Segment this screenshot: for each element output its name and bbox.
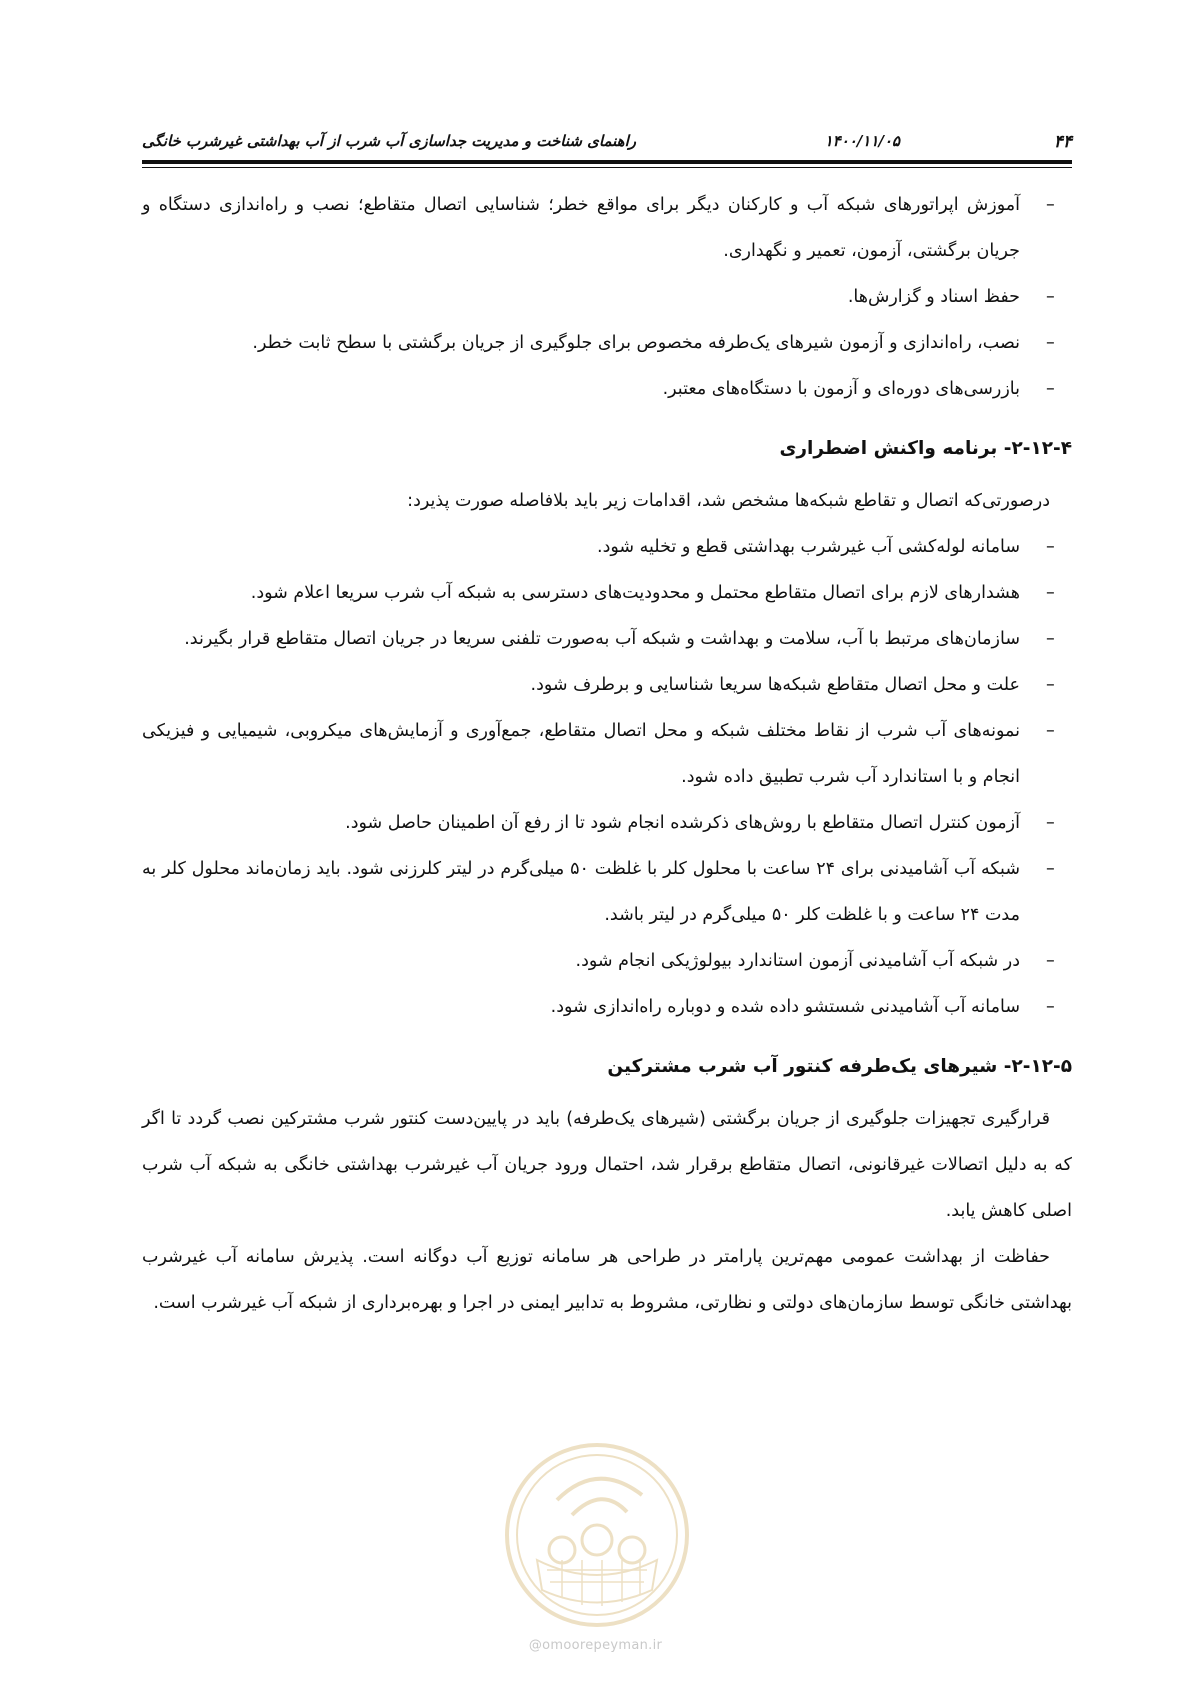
page-content: [142, 182, 1072, 1326]
list-item: – سامانه لوله‌کشی آب غیرشرب بهداشتی قطع و تخلیه شود.: [142, 524, 1072, 570]
watermark-url: @omoorepeyman.ir: [528, 1638, 663, 1653]
list-item: – علت و محل اتصال متقاطع شبکه‌ها سریعا شناسایی و برطرف شود.: [142, 662, 1072, 708]
list-item: – نمونه‌های آب شرب از نقاط مختلف شبکه و محل اتصال متقاطع، جمع‌آوری و آزمایش‌های میکروبی، شیمیایی و فیزیکی انجام و با استاندارد آب شرب تطبیق داده شود.: [142, 708, 1072, 800]
seal-icon: [502, 1440, 692, 1630]
header-date: ۱۴۰۰/۱۱/۰۵: [824, 132, 900, 150]
list-item: – در شبکه آب آشامیدنی آزمون استاندارد بیولوژیکی انجام شود.: [142, 938, 1072, 984]
list-item: – حفظ اسناد و گزارش‌ها.: [142, 274, 1072, 320]
list-item: – آموزش اپراتورهای شبکه آب و کارکنان دیگر برای مواقع خطر؛ شناسایی اتصال متقاطع؛ نصب و راه‌اندازی دستگاه و جریان برگشتی، آزمون، تعمیر و نگهداری.: [142, 182, 1072, 274]
section-heading-check-valves: ۲-۱۲-۵- شیرهای یک‌طرفه کنتور آب شرب مشترکین: [607, 1056, 1072, 1077]
paragraph: قرارگیری تجهیزات جلوگیری از جریان برگشتی (شیرهای یک‌طرفه) باید در پایین‌دست کنتور شرب مشترکین نصب گردد تا اگر که به دلیل اتصالات غیرقانونی، اتصال متقاطع برقرار شد، احتمال ورود جریان آب غیرشرب بهداشتی خانگی به شبکه آب شرب اصلی کاهش یابد.: [142, 1109, 1072, 1221]
header-rule-thin: [142, 167, 1072, 168]
list-item: – نصب، راه‌اندازی و آزمون شیرهای یک‌طرفه مخصوص برای جلوگیری از جریان برگشتی با سطح ثابت خطر.: [142, 320, 1072, 366]
page-number: ۴۴: [1053, 132, 1072, 152]
watermark-logo: [502, 1440, 692, 1630]
emergency-bullet-list: [142, 524, 1072, 1030]
list-item: – بازرسی‌های دوره‌ای و آزمون با دستگاه‌های معتبر.: [142, 366, 1072, 412]
list-item: – آزمون کنترل اتصال متقاطع با روش‌های ذکرشده انجام شود تا از رفع آن اطمینان حاصل شود.: [142, 800, 1072, 846]
section-intro: درصورتی‌که اتصال و تقاطع شبکه‌ها مشخص شد، اقدامات زیر باید بلافاصله صورت پذیرد:: [407, 491, 1050, 511]
page-header: [142, 128, 1072, 158]
section-heading-emergency: ۲-۱۲-۴- برنامه واکنش اضطراری: [779, 438, 1072, 459]
list-item: – سامانه آب آشامیدنی شستشو داده شده و دوباره راه‌اندازی شود.: [142, 984, 1072, 1030]
list-item: – سازمان‌های مرتبط با آب، سلامت و بهداشت و شبکه آب به‌صورت تلفنی سریعا در جریان اتصال متقاطع قرار بگیرند.: [142, 616, 1072, 662]
header-rule-thick: [142, 160, 1072, 164]
list-item: – هشدارهای لازم برای اتصال متقاطع محتمل و محدودیت‌های دسترسی به شبکه آب شرب سریعا اعلام شود.: [142, 570, 1072, 616]
paragraph: حفاظت از بهداشت عمومی مهم‌ترین پارامتر در طراحی هر سامانه توزیع آب دوگانه است. پذیرش سامانه آب غیرشرب بهداشتی خانگی توسط سازمان‌های دولتی و نظارتی، مشروط به تدابیر ایمنی در اجرا و بهره‌برداری از شبکه آب غیرشرب است.: [142, 1247, 1072, 1313]
top-bullet-list: [142, 182, 1072, 412]
list-item: – شبکه آب آشامیدنی برای ۲۴ ساعت با محلول کلر با غلظت ۵۰ میلی‌گرم در لیتر کلرزنی شود. باید زمان‌ماند محلول کلر به مدت ۲۴ ساعت و با غلظت کلر ۵۰ میلی‌گرم در لیتر باشد.: [142, 846, 1072, 938]
header-title: راهنمای شناخت و مدیریت جداسازی آب شرب از آب بهداشتی غیرشرب خانگی: [142, 132, 636, 150]
